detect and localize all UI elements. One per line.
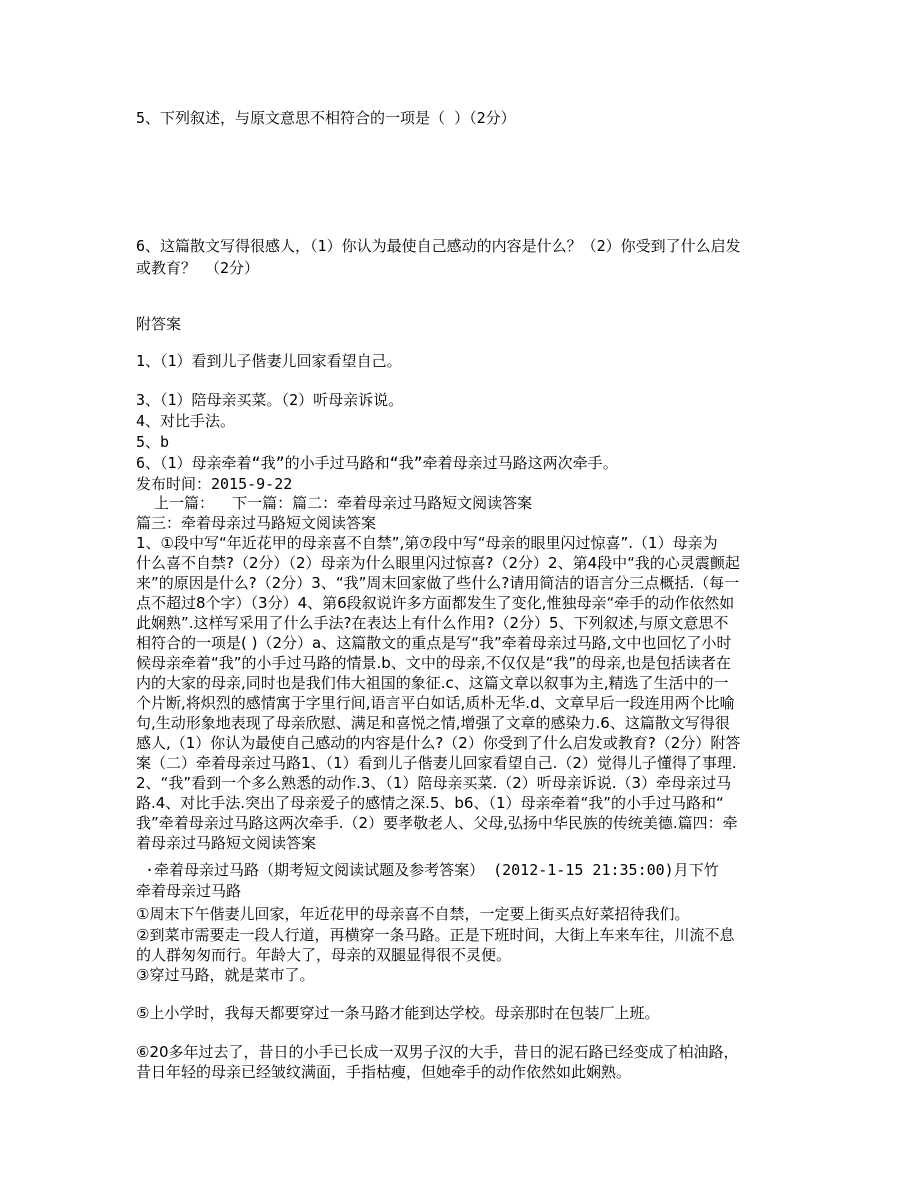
answer-1: 1、（1）看到儿子偕妻儿回家看望自己。 xyxy=(136,352,402,370)
section-4-source[interactable]: ·牵着母亲过马路（期考短文阅读试题及参考答案） (2012-1-15 21:35:00)月下竹 xyxy=(136,861,719,879)
section-3-line: 什么喜不自禁?（2分）（2）母亲为什么眼里闪过惊喜?（2分）2、第4段中“我的心灵震颤起 xyxy=(136,554,740,572)
section-3-line: 我”牵着母亲过马路这两次牵手.（2）要孝敬老人、父母,弘扬中华民族的传统美德.篇四：牵 xyxy=(136,814,738,832)
section-3-line: 案（二）牵着母亲过马路1、（1）看到儿子偕妻儿回家看望自己.（2）觉得儿子懂得了事理. xyxy=(136,754,737,772)
paragraph-6 xyxy=(136,1042,798,1082)
paragraph-3-text: ③穿过马路，就是菜市了。 xyxy=(136,966,315,984)
paragraph-6-line-2: 昔日年轻的母亲已经皱纹满面，手指枯瘦，但她牵手的动作依然如此娴熟。 xyxy=(136,1063,632,1081)
paragraph-5 xyxy=(136,1003,798,1023)
section-3-line: 着母亲过马路短文阅读答案 xyxy=(136,834,317,852)
section-3-line: 路.4、对比手法.突出了母亲爱子的感情之深.5、b6、（1）母亲牵着“我”的小手过马路和“ xyxy=(136,794,724,812)
section-3-title: 篇三：牵着母亲过马路短文阅读答案 xyxy=(136,514,377,532)
article-nav[interactable]: 上一篇： 下一篇：篇二：牵着母亲过马路短文阅读答案 xyxy=(136,494,533,512)
section-3-line: 句,生动形象地表现了母亲欣慰、满足和喜悦之情,增强了文章的感染力.6、这篇散文写得很 xyxy=(136,714,730,732)
section-4-title xyxy=(136,881,798,901)
section-3 xyxy=(136,513,798,853)
section-3-line: 来”的原因是什么?（2分）3、“我”周末回家做了些什么?请用简洁的语言分三点概括.（每一 xyxy=(136,574,740,592)
question-6-line-2: 或教育？ （2分） xyxy=(136,259,260,277)
question-6-line-1: 6、这篇散文写得很感人，（1）你认为最使自己感动的内容是什么？（2）你受到了什么启发 xyxy=(136,237,741,255)
question-5: 5、下列叙述，与原文意思不相符合的一项是（ ）（2分） xyxy=(136,109,516,127)
paragraph-2-line-2: 的人群匆匆而行。年龄大了，母亲的双腿显得很不灵便。 xyxy=(136,946,512,964)
paragraph-6-line-1: ⑥20多年过去了，昔日的小手已长成一双男子汉的大手，昔日的泥石路已经变成了柏油路， xyxy=(136,1043,739,1061)
section-3-line: 个片断,将炽烈的感情寓于字里行间,语言平白如话,质朴无华.d、文章早后一段连用两个比喻 xyxy=(136,694,735,712)
section-3-line: 此娴熟”.这样写采用了什么手法?在表达上有什么作用?（2分）5、下列叙述,与原文意思不 xyxy=(136,614,729,632)
section-3-line: 候母亲牵着“我”的小手过马路的情景.b、文中的母亲,不仅仅是“我”的母亲,也是包括读者在 xyxy=(136,654,731,672)
section-3-line: 内的大家的母亲,同时也是我们伟大祖国的象征.c、这篇文章以叙事为主,精选了生活中的一 xyxy=(136,674,729,692)
paragraph-2 xyxy=(136,925,798,965)
section-3-line: 1、①段中写“年近花甲的母亲喜不自禁”,第⑦段中写“母亲的眼里闪过惊喜”.（1）母亲为 xyxy=(136,534,718,552)
paragraph-3 xyxy=(136,965,798,985)
paragraph-2-line-1: ②到菜市需要走一段人行道，再横穿一条马路。正是下班时间，大街上车来车往，川流不息 xyxy=(136,926,735,944)
paragraph-5-text: ⑤上小学时，我每天都要穿过一条马路才能到达学校。母亲那时在包装厂上班。 xyxy=(136,1004,660,1022)
paragraph-1-text: ①周末下午偕妻儿回家，年近花甲的母亲喜不自禁，一定要上街买点好菜招待我们。 xyxy=(136,905,690,923)
paragraph-1 xyxy=(136,904,798,924)
section-3-line: 点不超过8个字）（3分）4、第6段叙说许多方面都发生了变化,惟独母亲“牵手的动作依然如 xyxy=(136,594,735,612)
section-3-line: 感人,（1）你认为最使自己感动的内容是什么?（2）你受到了什么启发或教育?（2分）附答 xyxy=(136,734,741,752)
section-3-line: 2、“我”看到一个多么熟悉的动作.3、（1）陪母亲买菜.（2）听母亲诉说.（3）牵母亲过马 xyxy=(136,774,732,792)
section-3-line: 相符合的一项是( )（2分）a、这篇散文的重点是写“我”牵着母亲过马路,文中也回忆了小时 xyxy=(136,634,732,652)
answer-6: 6、（1）母亲牵着“我”的小手过马路和“我”牵着母亲过马路这两次牵手。 xyxy=(136,454,618,472)
answer-5: 5、b xyxy=(136,433,170,451)
answer-4: 4、对比手法。 xyxy=(136,412,236,430)
answers-heading: 附答案 xyxy=(136,315,182,333)
answer-3: 3、（1）陪母亲买菜。（2）听母亲诉说。 xyxy=(136,391,404,409)
publish-time: 发布时间：2015-9-22 xyxy=(136,475,293,493)
section-4-title-text: 牵着母亲过马路 xyxy=(136,882,242,900)
